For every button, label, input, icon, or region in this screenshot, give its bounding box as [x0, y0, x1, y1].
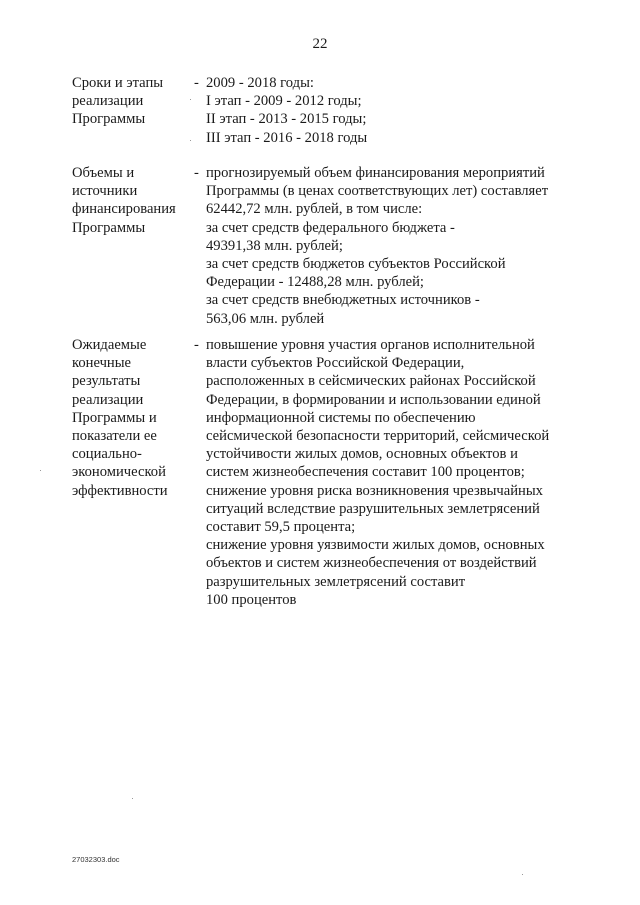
content-line: устойчивости жилых домов, основных объектов и — [206, 446, 518, 463]
content-line: снижение уровня риска возникновения чрезвычайных — [206, 482, 543, 499]
label-line: финансирования — [72, 201, 176, 218]
content-line: снижение уровня уязвимости жилых домов, основных — [206, 537, 545, 554]
label-line: Программы — [72, 219, 146, 236]
label-line: эффективности — [72, 482, 168, 499]
content-line: систем жизнеобеспечения составит 100 процентов; — [206, 464, 525, 481]
content-line: 49391,38 млн. рублей; — [206, 237, 343, 254]
label-line: Сроки и этапы — [72, 75, 164, 91]
content-line: Федерации - 12488,28 млн. рублей; — [206, 274, 424, 291]
content-line: 62442,72 млн. рублей, в том числе: — [206, 201, 423, 218]
scan-speck — [40, 470, 41, 471]
scan-speck — [132, 798, 133, 799]
content-line: повышение уровня участия органов исполнительной — [206, 337, 535, 353]
label-line: показатели ее — [72, 428, 157, 445]
footer-filename: 27032303.doc — [72, 855, 120, 864]
content-line: расположенных в сейсмических районах Российской — [206, 373, 536, 390]
content-line: 2009 - 2018 годы: — [206, 75, 314, 91]
content-line: ситуаций вследствие разрушительных землетрясений — [206, 500, 540, 517]
label-line: Программы и — [72, 409, 157, 426]
scan-speck — [522, 874, 523, 875]
content-line: разрушительных землетрясений составит — [206, 573, 466, 590]
content-line: за счет средств бюджетов субъектов Российской — [206, 256, 506, 273]
content-line: составит 59,5 процента; — [206, 519, 356, 536]
scan-speck — [190, 140, 191, 141]
content-line: информационной системы по обеспечению — [206, 409, 476, 426]
content-line: за счет средств федерального бюджета - — [206, 219, 455, 236]
section-dash: - — [194, 337, 199, 353]
content-line: I этап - 2009 - 2012 годы; — [206, 93, 362, 110]
label-line: конечные — [72, 355, 132, 372]
section-label — [72, 336, 190, 500]
content-line: объектов и систем жизнеобеспечения от воздействий — [206, 555, 537, 572]
section-content — [206, 336, 566, 609]
label-line: Программы — [72, 111, 146, 128]
content-line: власти субъектов Российской Федерации, — [206, 355, 465, 372]
scan-speck — [190, 99, 191, 100]
content-line: 563,06 млн. рублей — [206, 310, 325, 327]
label-line: реализации — [72, 391, 144, 408]
section-dash: - — [194, 165, 199, 181]
label-line: источники — [72, 183, 138, 200]
section-content — [206, 164, 566, 328]
label-line: социально- — [72, 446, 142, 463]
label-line: Ожидаемые — [72, 337, 147, 353]
content-line: Федерации, в формировании и использовании единой — [206, 391, 541, 408]
content-line: II этап - 2013 - 2015 годы; — [206, 111, 367, 128]
content-line: 100 процентов — [206, 591, 297, 608]
content-line: III этап - 2016 - 2018 годы — [206, 129, 368, 146]
label-line: реализации — [72, 93, 144, 110]
section-content — [206, 74, 566, 147]
content-line: сейсмической безопасности территорий, сейсмической — [206, 428, 550, 445]
content-line: прогнозируемый объем финансирования мероприятий — [206, 165, 545, 181]
label-line: экономической — [72, 464, 166, 481]
content-line: Программы (в ценах соответствующих лет) составляет — [206, 183, 549, 200]
label-line: результаты — [72, 373, 141, 390]
label-line: Объемы и — [72, 165, 135, 181]
section-label — [72, 164, 190, 237]
page-number: 22 — [312, 36, 328, 52]
section-label — [72, 74, 190, 129]
section-dash: - — [194, 75, 199, 91]
content-line: за счет средств внебюджетных источников - — [206, 292, 480, 309]
